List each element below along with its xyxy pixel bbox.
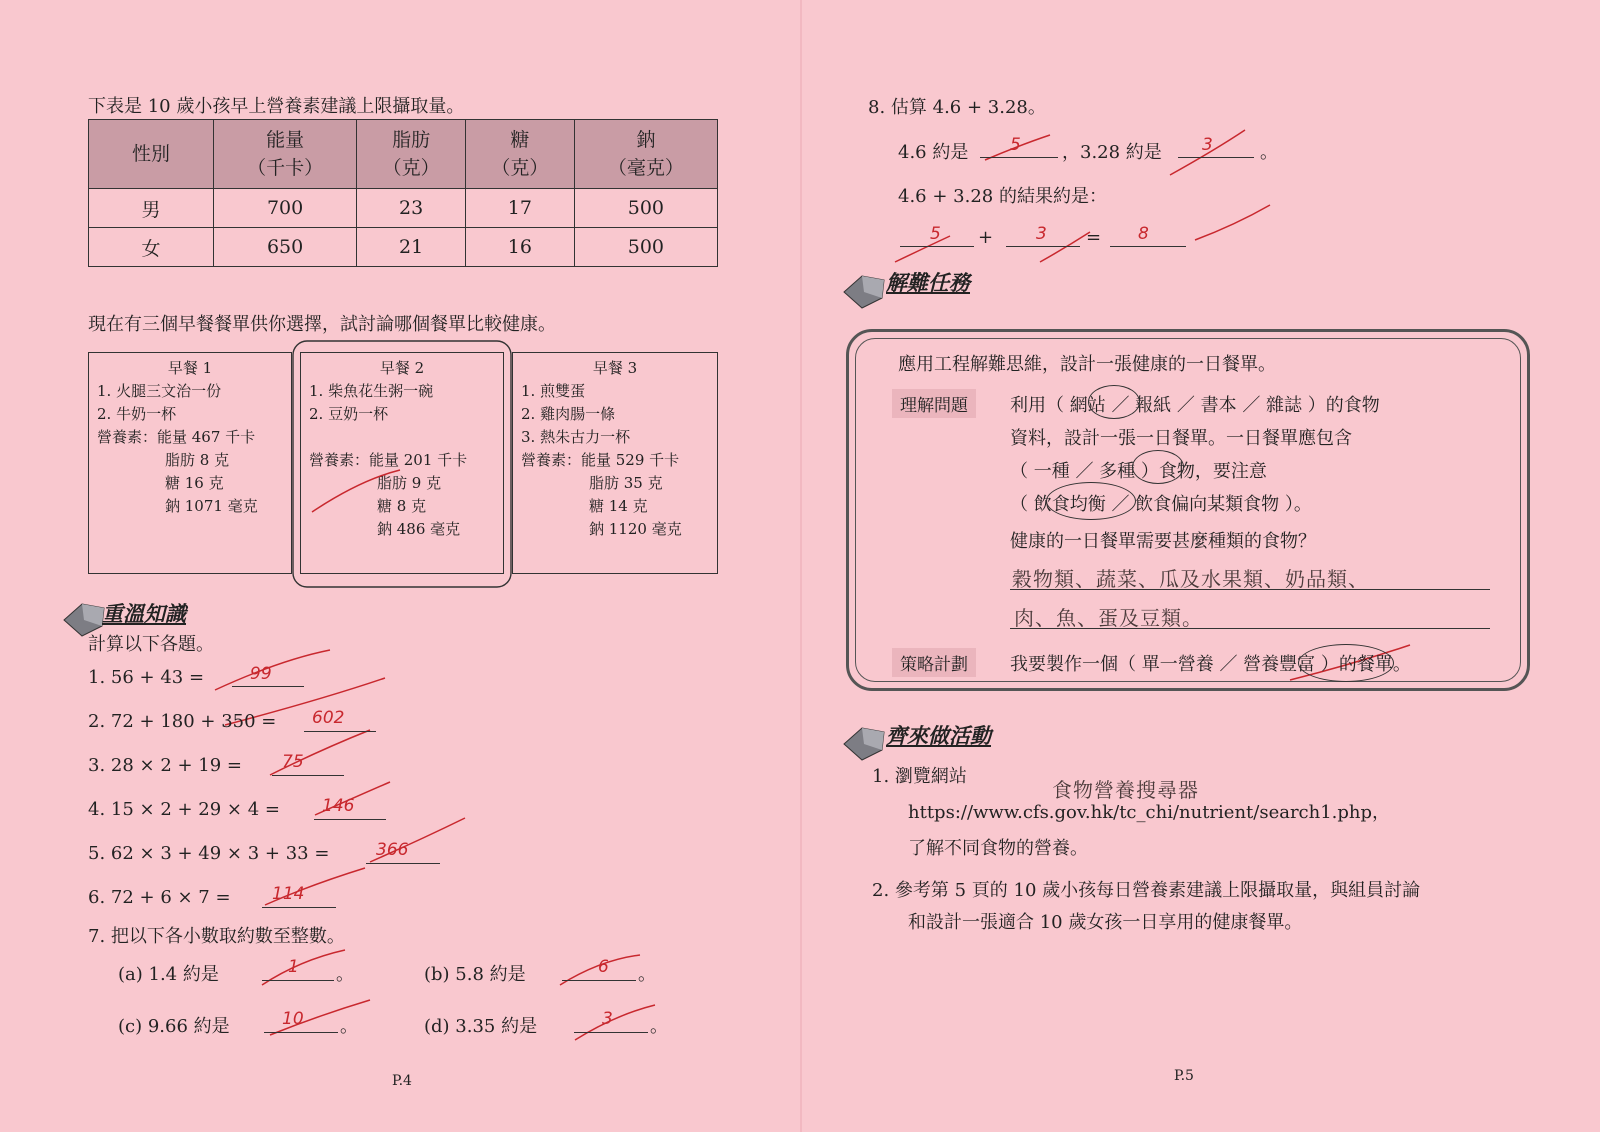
q8-prompt: 8. 估算 4.6 + 3.28。	[868, 97, 1046, 118]
understand-line: （ 一種 ／ 多種 ）食物，要注意	[1010, 461, 1267, 482]
answer-line	[1006, 246, 1080, 247]
answer-line	[264, 1032, 338, 1033]
q8-line1-b: ，3.28 約是	[1062, 142, 1162, 163]
handwritten-answer: 602	[312, 708, 345, 728]
activity-2-line: 2. 參考第 5 頁的 10 歲小孩每日營養素建議上限攝取量，與組員討論	[872, 880, 1421, 901]
calc-question: 1. 56 + 43 =	[88, 667, 205, 688]
q7-prompt: 7. 把以下各小數取約數至整數。	[88, 926, 345, 947]
answer-line	[1178, 157, 1254, 158]
page-number-right: P.5	[1174, 1068, 1194, 1084]
handwritten-answer: 5	[1010, 135, 1021, 155]
table-header-cell: 脂肪 （克）	[357, 120, 466, 189]
menu-item: 1. 火腿三文治一份	[97, 382, 222, 400]
rounding-question: (c) 9.66 約是	[118, 1016, 230, 1037]
tick-mark	[575, 1005, 655, 1040]
hand-circle-mark	[293, 341, 511, 587]
rounding-question: (d) 3.35 約是	[424, 1016, 538, 1037]
handwritten-answer: 5	[930, 224, 941, 244]
calc-question: 3. 28 × 2 + 19 =	[88, 755, 243, 776]
tick-mark	[312, 470, 400, 512]
menu-item: 1. 煎雙蛋	[521, 382, 586, 400]
answer-line	[1010, 589, 1490, 590]
answer-line	[562, 980, 636, 981]
handwritten-answer: 99	[250, 664, 272, 684]
answer-line	[314, 819, 386, 820]
menu-question: 現在有三個早餐餐單供你選擇，試討論哪個餐單比較健康。	[88, 314, 556, 335]
handwritten-answer: 75	[282, 752, 304, 772]
menu-item: 2. 雞肉腸一條	[521, 405, 616, 423]
handwritten-answer: 3	[1202, 135, 1213, 155]
handwritten-answer: 146	[322, 796, 355, 816]
activity-1-url[interactable]: https://www.cfs.gov.hk/tc_chi/nutrient/search1.php，	[908, 802, 1391, 823]
menu-nutrient: 營養素：能量 529 千卡	[521, 451, 680, 469]
box-title: 應用工程解難思維，設計一張健康的一日餐單。	[898, 354, 1276, 375]
answer-line	[574, 1032, 648, 1033]
menu-nutrient: 脂肪 35 克	[589, 474, 663, 492]
menu-nutrient: 脂肪 9 克	[377, 474, 442, 492]
table-header-cell: 糖 （克）	[465, 120, 574, 189]
table-header-cell: 鈉 （毫克）	[574, 120, 717, 189]
menu-title: 早餐 2	[379, 359, 425, 377]
table-cell: 500	[574, 189, 717, 228]
menu-nutrient: 營養素：能量 201 千卡	[309, 451, 468, 469]
tick-mark	[215, 650, 330, 690]
hand-circle-mark	[1298, 644, 1394, 682]
q8-line1-a: 4.6 約是	[898, 142, 969, 163]
calc-question: 6. 72 + 6 × 7 =	[88, 887, 231, 908]
menu-nutrient: 鈉 486 毫克	[377, 520, 461, 538]
section-title-review: 重溫知識	[102, 602, 186, 626]
activity-1-end: 了解不同食物的營養。	[908, 838, 1088, 859]
table-header-cell: 能量 （千卡）	[214, 120, 357, 189]
understand-line: 資料，設計一張一日餐單。一日餐單應包含	[1010, 428, 1352, 449]
handwritten-answer: 6	[598, 957, 609, 977]
tick-mark	[1195, 205, 1270, 240]
table-intro: 下表是 10 歲小孩早上營養素建議上限攝取量。	[88, 96, 465, 117]
tick-mark	[1040, 232, 1090, 262]
menu-item: 3. 熱朱古力一杯	[521, 428, 631, 446]
menu-nutrient: 糖 14 克	[589, 497, 648, 515]
table-cell: 500	[574, 228, 717, 267]
answer-line	[900, 246, 974, 247]
rounding-question: (b) 5.8 約是	[424, 964, 526, 985]
table-cell: 17	[465, 189, 574, 228]
menu-item: 2. 豆奶一杯	[309, 405, 389, 423]
page-number-left: P.4	[392, 1073, 412, 1089]
answer-line	[366, 863, 440, 864]
calc-question: 2. 72 + 180 + 350 =	[88, 711, 277, 732]
handwritten-answer: 3	[1036, 224, 1047, 244]
table-header-cell: 性別	[89, 120, 214, 189]
cube-icon	[844, 276, 884, 308]
handwritten-answer: 8	[1138, 224, 1149, 244]
menu-nutrient: 營養素：能量 467 千卡	[97, 428, 256, 446]
hand-circle-mark	[1088, 385, 1140, 419]
answer-line	[980, 157, 1058, 158]
calc-question: 4. 15 × 2 + 29 × 4 =	[88, 799, 280, 820]
understand-tag: 理解問題	[892, 389, 976, 418]
handwritten-answer: 1	[288, 957, 299, 977]
handwritten-answer: 10	[282, 1009, 304, 1029]
tick-mark	[895, 236, 950, 262]
hand-circle-mark	[1046, 482, 1136, 520]
activity-2-line: 和設計一張適合 10 歲女孩一日享用的健康餐單。	[908, 912, 1303, 933]
menu-nutrient: 鈉 1120 毫克	[589, 520, 682, 538]
handwritten-note: 食物營養搜尋器	[1052, 778, 1199, 802]
answer-line	[272, 775, 344, 776]
answer-line	[1010, 628, 1490, 629]
table-cell: 21	[357, 228, 466, 267]
calc-question: 5. 62 × 3 + 49 × 3 + 33 =	[88, 843, 330, 864]
table-cell: 700	[214, 189, 357, 228]
handwritten-answer: 366	[376, 840, 409, 860]
plan-line: 我要製作一個（ 單一營養 ／ 營養豐富 ）的餐單。	[1010, 654, 1411, 675]
table-cell: 650	[214, 228, 357, 267]
section-title-activity: 齊來做活動	[886, 724, 991, 748]
understand-line: 利用（ 網站 ／ 報紙 ／ 書本 ／ 雜誌 ）的食物	[1010, 395, 1380, 416]
menu-nutrient: 糖 16 克	[165, 474, 224, 492]
worksheet-scan: 下表是 10 歲小孩早上營養素建議上限攝取量。 性別 能量 （千卡） 脂肪 （克） 糖 （克） 鈉 （毫克） 男 700 23 17 500 女 650 21 16 500 現在有三個早餐餐單供你選擇，試討論哪個餐單比較健康。 早餐 1 1. 火腿三文治一份 2. 牛奶一杯 營養素：能量 467 千卡 脂肪 8 克 糖 16 克 鈉 1071 毫克 早餐 2 1. 柴魚花生粥一碗 2. 豆奶一杯 營養素：能量 201 千卡 脂肪 9 克 糖 8 克 鈉 486 毫克 早餐 3 1. 煎雙蛋 2. 雞肉腸一條 3. 熱朱古力一杯 營養素：能量 529 千卡 脂肪 35 克 糖 14 克 鈉 1120 毫克 重溫知識 計算以下各題。 1. 56 + 43 = 99 2. 72 + 180 + 350 = 602 3. 28 × 2 + 19 = 75 4. 15 × 2 + 29 × 4 = 146 5. 62 × 3 + 49 × 3 + 33 = 366 6. 72 + 6 × 7 = 114 7. 把以下各小數取約數至整數。 (a) 1.4 約是 1 。 (b) 5.8 約是 6 。 (c) 9.66 約是 10 。 (d) 3.35 約是 3 。 P.4 8. 估算 4.6 + 3.28。 4.6 約是 5 ，3.28 約是 3 。 4.6 + 3.28 的結果約是： 5 + 3 = 8 解難任務 應用工程解難思維，設計一張健康的一日餐單。 理解問題 利用（ 網站 ／ 報紙 ／ 書本 ／ 雜誌 ）的食物 資料，設計一張一日餐單。一日餐單應包含 （ 一種 ／ 多種 ）食物，要注意 （ 飲食均衡 ／ 飲食偏向某類食物 ）。 健康的一日餐單需要甚麼種類的食物？ 穀物類、蔬菜、瓜及水果類、奶品類、 肉、魚、蛋及豆類。 策略計劃 我要製作一個（ 單一營養 ／ 營養豐富 ）的餐單。 齊來做活動 1. 瀏覽網站 食物營養搜尋器 https://www.cfs.gov.hk/tc_chi/nutrient/search1.php， 了解不同食物的營養。 2. 參考第 5 頁的 10 歲小孩每日營養素建議上限攝取量，與組員討論 和設計一張適合 10 歲女孩一日享用的健康餐單。 P.5	[0, 0, 1600, 1132]
table-cell: 女	[89, 228, 214, 267]
menu-item: 1. 柴魚花生粥一碗	[309, 382, 434, 400]
section-title-solve: 解難任務	[886, 271, 970, 295]
handwritten-answer: 114	[272, 884, 305, 904]
understand-line: 健康的一日餐單需要甚麼種類的食物？	[1010, 531, 1316, 552]
answer-line	[232, 686, 304, 687]
table-cell: 男	[89, 189, 214, 228]
plan-tag: 策略計劃	[892, 648, 976, 677]
table-cell: 23	[357, 189, 466, 228]
hand-circle-mark	[1132, 450, 1184, 484]
answer-line	[304, 731, 376, 732]
handwritten-answer: 肉、魚、蛋及豆類。	[1014, 606, 1203, 630]
cube-icon	[844, 728, 884, 760]
understand-line: （ 飲食均衡 ／ 飲食偏向某類食物 ）。	[1010, 494, 1312, 515]
answer-line	[1110, 246, 1186, 247]
table-cell: 16	[465, 228, 574, 267]
menu-title: 早餐 3	[592, 359, 638, 377]
calc-intro: 計算以下各題。	[88, 634, 214, 655]
menu-nutrient: 鈉 1071 毫克	[165, 497, 258, 515]
menu-title: 早餐 1	[167, 359, 213, 377]
handwritten-answer: 穀物類、蔬菜、瓜及水果類、奶品類、	[1012, 567, 1369, 591]
menu-item: 2. 牛奶一杯	[97, 405, 177, 423]
activity-1-label: 1. 瀏覽網站	[872, 766, 967, 787]
answer-line	[262, 907, 336, 908]
rounding-question: (a) 1.4 約是	[118, 964, 219, 985]
q8-line2: 4.6 + 3.28 的結果約是：	[898, 186, 1107, 207]
menu-nutrient: 脂肪 8 克	[165, 451, 230, 469]
handwritten-answer: 3	[602, 1009, 613, 1029]
answer-line	[262, 980, 334, 981]
menu-nutrient: 糖 8 克	[377, 497, 427, 515]
